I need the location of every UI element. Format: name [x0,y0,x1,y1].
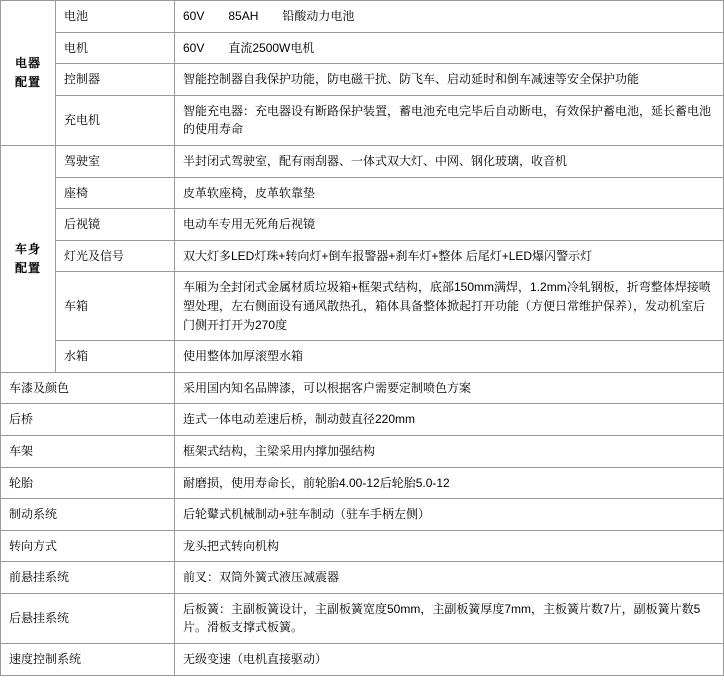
row-value: 连式一体电动差速后桥，制动鼓直径220mm [175,404,724,436]
row-value: 半封闭式驾驶室，配有雨刮器、一体式双大灯、中网、钢化玻璃，收音机 [175,145,724,177]
row-value: 车厢为全封闭式金属材质垃圾箱+框架式结构，底部150mm满焊，1.2mm冷轧钢板，折弯整体焊接喷塑处理，左右侧面设有通风散热孔，箱体具备整体掀起打开功能（方便日常维护保养），发动机室后门侧开打开为270度 [175,272,724,341]
row-label: 车架 [1,435,175,467]
table-row [1,644,724,676]
table-row [1,64,724,96]
row-label: 充电机 [56,95,175,145]
row-label: 车箱 [56,272,175,341]
row-label: 车漆及颜色 [1,372,175,404]
row-value: 龙头把式转向机构 [175,530,724,562]
table-row [1,240,724,272]
row-value: 框架式结构，主梁采用内撑加强结构 [175,435,724,467]
table-row [1,530,724,562]
row-value: 60V 85AH 铅酸动力电池 [175,1,724,33]
table-row [1,177,724,209]
row-value: 采用国内知名品牌漆，可以根据客户需要定制喷色方案 [175,372,724,404]
table-row [1,562,724,594]
row-label: 后视镜 [56,209,175,241]
row-label: 水箱 [56,341,175,373]
group-label-line: 电器 [14,56,41,71]
row-label: 驾驶室 [56,145,175,177]
table-row [1,372,724,404]
table-row [1,1,724,33]
row-label: 后桥 [1,404,175,436]
row-label: 前悬挂系统 [1,562,175,594]
table-row [1,404,724,436]
row-value: 无级变速（电机直接驱动） [175,644,724,676]
table-row [1,209,724,241]
table-row [1,32,724,64]
row-value: 后轮鼙式机械制动+驻车制动（驻车手柄左侧） [175,499,724,531]
group-label-line: 配置 [14,260,41,275]
table-row [1,593,724,643]
row-value: 后板簧：主副板簧设计，主副板簧宽度50mm，主副板簧厚度7mm，主板簧片数7片，副板簧片数5片。滑板支撑式板簧。 [175,593,724,643]
table-row [1,435,724,467]
row-label: 轮胎 [1,467,175,499]
row-value: 智能控制器自我保护功能，防电磁干扰、防飞车、启动延时和倒车减速等安全保护功能 [175,64,724,96]
row-label: 控制器 [56,64,175,96]
table-row [1,272,724,341]
row-label: 电池 [56,1,175,33]
table-row [1,499,724,531]
row-label: 制动系统 [1,499,175,531]
table-row [1,145,724,177]
row-value: 双大灯多LED灯珠+转向灯+倒车报警器+刹车灯+整体 后尾灯+LED爆闪警示灯 [175,240,724,272]
row-label: 速度控制系统 [1,644,175,676]
row-label: 转向方式 [1,530,175,562]
row-label: 灯光及信号 [56,240,175,272]
row-value: 60V 直流2500W电机 [175,32,724,64]
row-value: 智能充电器：充电器设有断路保护装置，蓄电池充电完毕后自动断电，有效保护蓄电池，延长蓄电池的使用寿命 [175,95,724,145]
row-label: 电机 [56,32,175,64]
table-row [1,95,724,145]
row-label: 后悬挂系统 [1,593,175,643]
row-value: 皮革软座椅，皮革软靠垫 [175,177,724,209]
group-label-line: 配置 [14,74,41,89]
row-value: 耐磨损，使用寿命长，前轮胎4.00-12后轮胎5.0-12 [175,467,724,499]
spec-table-body [1,1,724,676]
row-label: 座椅 [56,177,175,209]
table-row [1,341,724,373]
group-label-body [1,145,56,372]
table-row [1,467,724,499]
group-label-electrical [1,1,56,146]
row-value: 使用整体加厚滚塑水箱 [175,341,724,373]
row-value: 电动车专用无死角后视镜 [175,209,724,241]
row-value: 前叉：双筒外簧式液压减震器 [175,562,724,594]
group-label-line: 车身 [14,242,41,257]
